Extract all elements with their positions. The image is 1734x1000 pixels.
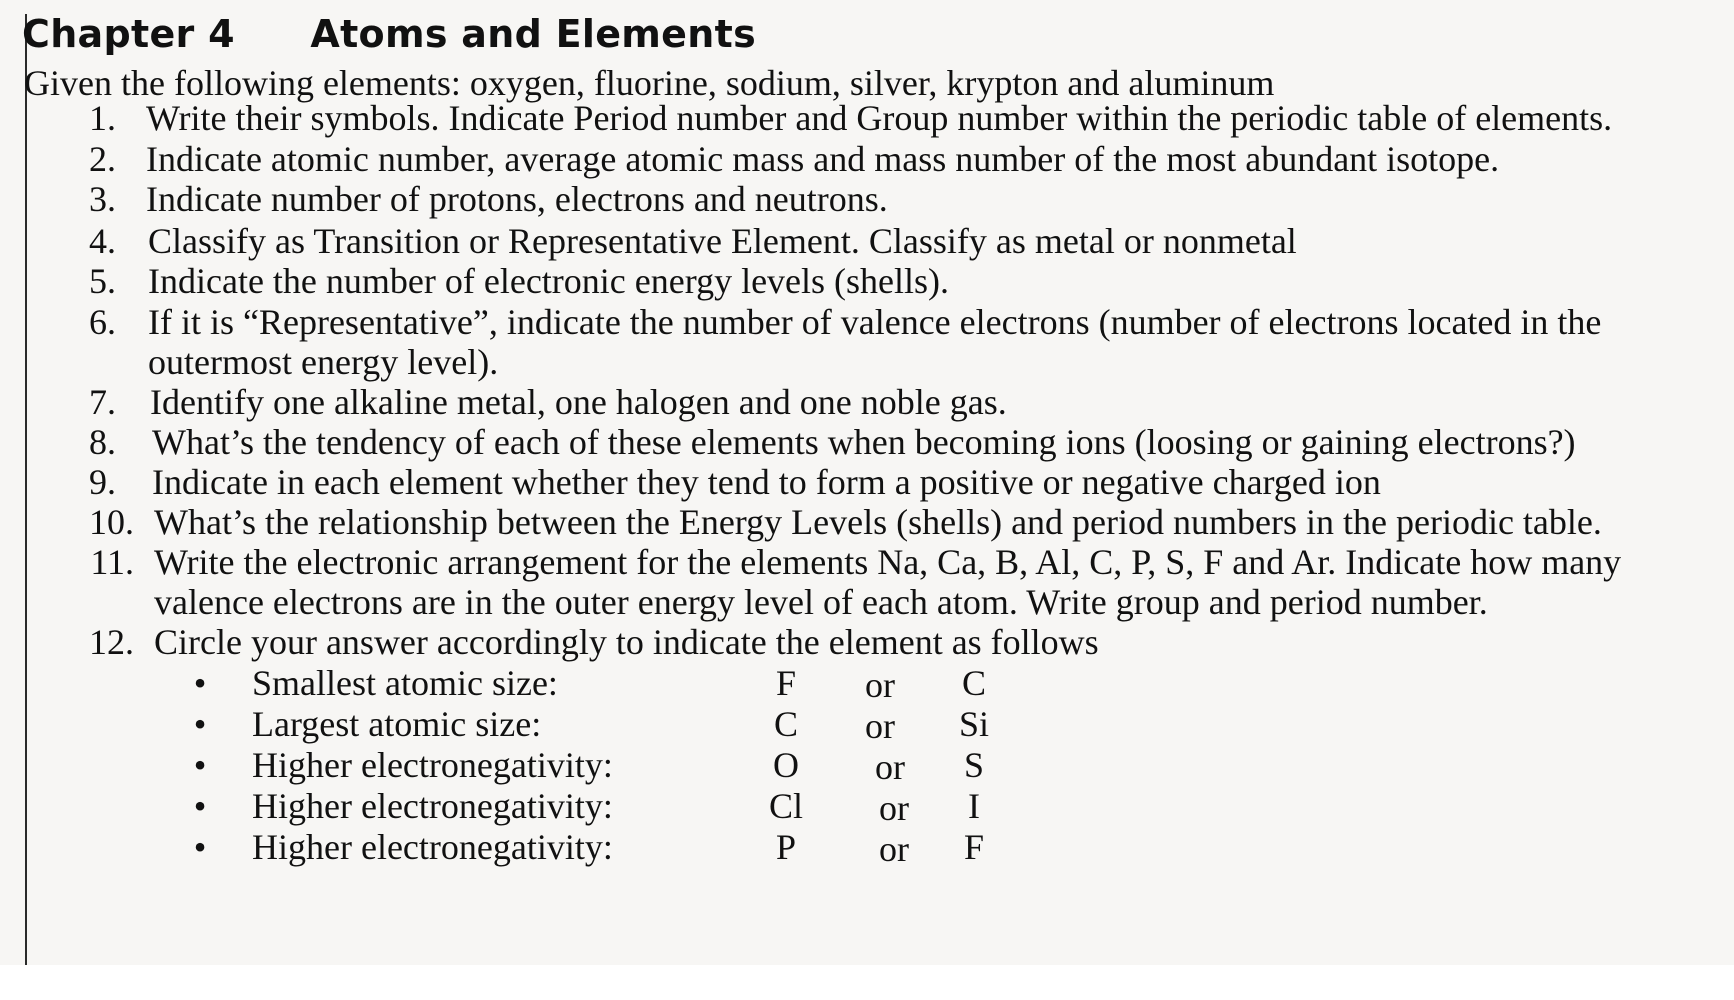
choice-or: or bbox=[875, 747, 905, 787]
question-text: Circle your answer accordingly to indicate the element as follows bbox=[154, 622, 1099, 662]
question-text: If it is “Representative”, indicate the number of valence electrons (number of electrons located in the bbox=[148, 302, 1602, 342]
choice-option-b[interactable]: S bbox=[963, 745, 985, 785]
question-text: Classify as Transition or Representative Element. Classify as metal or nonmetal bbox=[148, 221, 1297, 261]
choice-option-a[interactable]: Cl bbox=[768, 786, 803, 826]
choice-row-electronegativity-o-s bbox=[190, 743, 1090, 787]
chapter-heading bbox=[22, 12, 756, 56]
choice-label: Higher electronegativity: bbox=[252, 745, 613, 785]
question-number: 2. bbox=[89, 139, 116, 179]
choice-or: or bbox=[879, 788, 909, 828]
question-text: Indicate atomic number, average atomic mass and mass number of the most abundant isotope. bbox=[146, 139, 1500, 179]
bullet-icon: • bbox=[193, 827, 207, 867]
question-number: 10. bbox=[89, 502, 134, 542]
choice-label: Higher electronegativity: bbox=[252, 827, 613, 867]
choice-row-electronegativity-cl-i bbox=[190, 784, 1090, 828]
choice-option-a[interactable]: P bbox=[775, 827, 797, 867]
question-number: 4. bbox=[89, 221, 116, 261]
question-text: Indicate in each element whether they tend to form a positive or negative charged ion bbox=[152, 462, 1381, 502]
question-text: Indicate number of protons, electrons and neutrons. bbox=[146, 179, 888, 219]
choice-or: or bbox=[879, 829, 909, 869]
question-number: 5. bbox=[89, 261, 116, 301]
chapter-number: Chapter 4 bbox=[22, 12, 235, 56]
choice-label: Higher electronegativity: bbox=[252, 786, 613, 826]
question-text-continued: outermost energy level). bbox=[148, 342, 499, 382]
question-number: 9. bbox=[89, 462, 116, 502]
choice-option-b[interactable]: Si bbox=[958, 704, 990, 744]
choice-option-b[interactable]: I bbox=[968, 786, 980, 826]
intro-text: Given the following elements: oxygen, fluorine, sodium, silver, krypton and aluminum bbox=[24, 63, 1275, 103]
question-text: Indicate the number of electronic energy levels (shells). bbox=[148, 261, 950, 301]
left-margin-rule bbox=[25, 14, 27, 965]
bullet-icon: • bbox=[193, 786, 207, 826]
choice-label: Largest atomic size: bbox=[252, 704, 542, 744]
question-text: Write the electronic arrangement for the elements Na, Ca, B, Al, C, P, S, F and Ar. Indicate how many bbox=[154, 542, 1622, 582]
choice-or: or bbox=[865, 665, 895, 705]
question-text-continued: valence electrons are in the outer energy level of each atom. Write group and period number. bbox=[154, 582, 1488, 622]
choice-or: or bbox=[865, 706, 895, 746]
question-number: 12. bbox=[89, 622, 134, 662]
bullet-icon: • bbox=[193, 745, 207, 785]
chapter-title: Atoms and Elements bbox=[310, 12, 756, 56]
choice-row-electronegativity-p-f bbox=[190, 825, 1090, 869]
question-number: 6. bbox=[89, 302, 116, 342]
bullet-icon: • bbox=[193, 704, 207, 744]
choice-option-b[interactable]: F bbox=[963, 827, 985, 867]
question-number: 3. bbox=[89, 179, 116, 219]
question-number: 11. bbox=[90, 542, 134, 582]
choice-row-largest-atomic-size bbox=[190, 702, 1090, 746]
choice-row-smallest-atomic-size bbox=[190, 661, 1090, 705]
question-number: 7. bbox=[89, 382, 116, 422]
choice-label: Smallest atomic size: bbox=[252, 663, 558, 703]
question-text: Identify one alkaline metal, one halogen and one noble gas. bbox=[150, 382, 1007, 422]
question-number: 1. bbox=[89, 98, 116, 138]
question-text: Write their symbols. Indicate Period number and Group number within the periodic table of elements. bbox=[146, 98, 1613, 138]
question-text: What’s the relationship between the Energy Levels (shells) and period numbers in the periodic table. bbox=[154, 502, 1602, 542]
bullet-icon: • bbox=[193, 663, 207, 703]
choice-option-a[interactable]: F bbox=[775, 663, 797, 703]
choice-option-a[interactable]: C bbox=[773, 704, 798, 744]
choice-option-a[interactable]: O bbox=[773, 745, 799, 785]
question-text: What’s the tendency of each of these elements when becoming ions (loosing or gaining electrons?) bbox=[152, 422, 1576, 462]
choice-option-b[interactable]: C bbox=[961, 663, 986, 703]
question-number: 8. bbox=[89, 422, 116, 462]
